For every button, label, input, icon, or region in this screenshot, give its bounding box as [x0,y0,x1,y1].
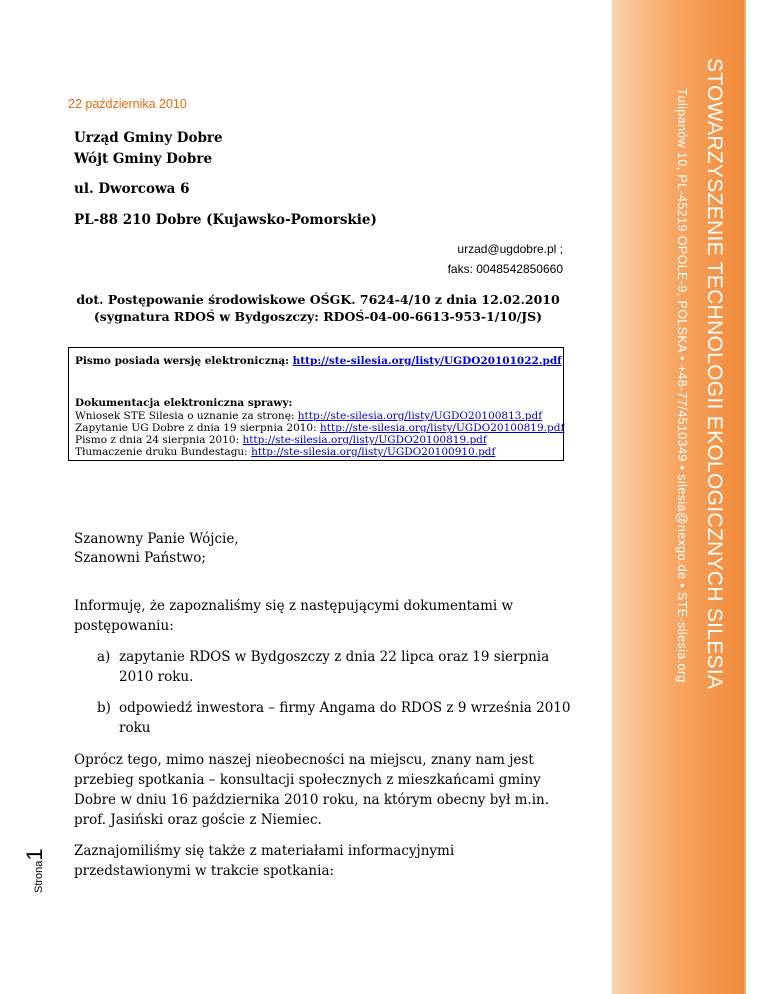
greeting-line-2: Szanowni Państwo; [74,550,206,566]
doc-label: Pismo z dnia 24 sierpnia 2010: [75,434,243,446]
paragraph-1-line-2: postępowaniu: [74,618,174,634]
doc-link[interactable]: http://ste-silesia.org/listy/UGDO20100819.pdf [320,422,565,434]
page-number-value: 1 [22,848,47,861]
doc-item [75,422,564,435]
list-marker: a) [97,649,111,665]
letter-date: 22 października 2010 [68,97,187,111]
electronic-version-link[interactable]: http://ste-silesia.org/listy/UGDO20101022.pdf [292,355,562,367]
list-item-text: 2010 roku. [119,669,194,685]
docs-heading: Dokumentacja elektroniczna sprawy: [75,397,293,409]
paragraph-1-line-1: Informuję, że zapoznaliśmy się z następującymi dokumentami w [74,598,514,614]
doc-link[interactable]: http://ste-silesia.org/listy/UGDO20100819.pdf [242,434,487,446]
list-item-text: roku [119,720,151,736]
doc-label: Zapytanie UG Dobre z dnia 19 sierpnia 2010: [75,422,320,434]
paragraph-2-line: Dobre w dniu 16 października 2010 roku, na którym obecny był m.in. [74,792,550,808]
doc-label: Wniosek STE Silesia o uznanie za stronę: [75,410,298,422]
doc-link[interactable]: http://ste-silesia.org/listy/UGDO20100910.pdf [251,446,496,458]
sidebar-divider [744,0,746,994]
recipient-line-1: Urząd Gminy Dobre [74,130,223,146]
electronic-version-line [75,355,562,368]
recipient-fax: faks: 0048542850660 [447,262,563,276]
paragraph-3-line: Zaznajomiliśmy się także z materiałami informacyjnymi [74,843,455,859]
list-item-text: zapytanie RDOS w Bydgoszczy z dnia 22 lipca oraz 19 sierpnia [119,649,550,665]
organization-address: Tulipanów 10, PL-45219 OPOLE-9, POLSKA • +48-77/4510349 • silesia@nexgo.de • STE-silesia.org [675,88,689,683]
recipient-email[interactable]: urzad@ugdobre.pl ; [457,242,563,256]
doc-item [75,410,542,423]
list-item-text: odpowiedź inwestora – firmy Angama do RDOS z 9 września 2010 [119,700,571,716]
recipient-line-2: Wójt Gminy Dobre [74,151,213,167]
electronic-version-label: Pismo posiada wersję elektroniczną: [75,355,293,367]
page-number [22,848,48,893]
doc-link[interactable]: http://ste-silesia.org/listy/UGDO20100813.pdf [297,410,543,422]
organization-name: STOWARZYSZENIE TECHNOLOGII EKOLOGICZNYCH SILESIA [703,58,726,690]
paragraph-2-line: przebieg spotkania – konsultacji społecznych z mieszkańcami gminy [74,772,541,788]
paragraph-2-line: Oprócz tego, mimo naszej nieobecności na miejscu, znany nam jest [74,752,534,768]
page-label: Strona [33,860,45,893]
subject-line-1: dot. Postępowanie środowiskowe OŚGK. 7624-4/10 z dnia 12.02.2010 [76,292,560,307]
subject-line-2: (sygnatura RDOŚ w Bydgoszczy: RDOŚ-04-00-6613-953-1/10/JS) [93,309,543,324]
list-marker: b) [97,700,111,716]
doc-item [75,434,487,447]
doc-item [75,446,495,459]
recipient-street: ul. Dworcowa 6 [74,181,190,197]
paragraph-3-line: przedstawionymi w trakcie spotkania: [74,863,335,879]
recipient-city: PL-88 210 Dobre (Kujawsko-Pomorskie) [74,212,377,228]
paragraph-2-line: prof. Jasiński oraz goście z Niemiec. [74,812,322,828]
doc-label: Tłumaczenie druku Bundestagu: [75,446,252,458]
greeting-line-1: Szanowny Panie Wójcie, [74,531,239,547]
